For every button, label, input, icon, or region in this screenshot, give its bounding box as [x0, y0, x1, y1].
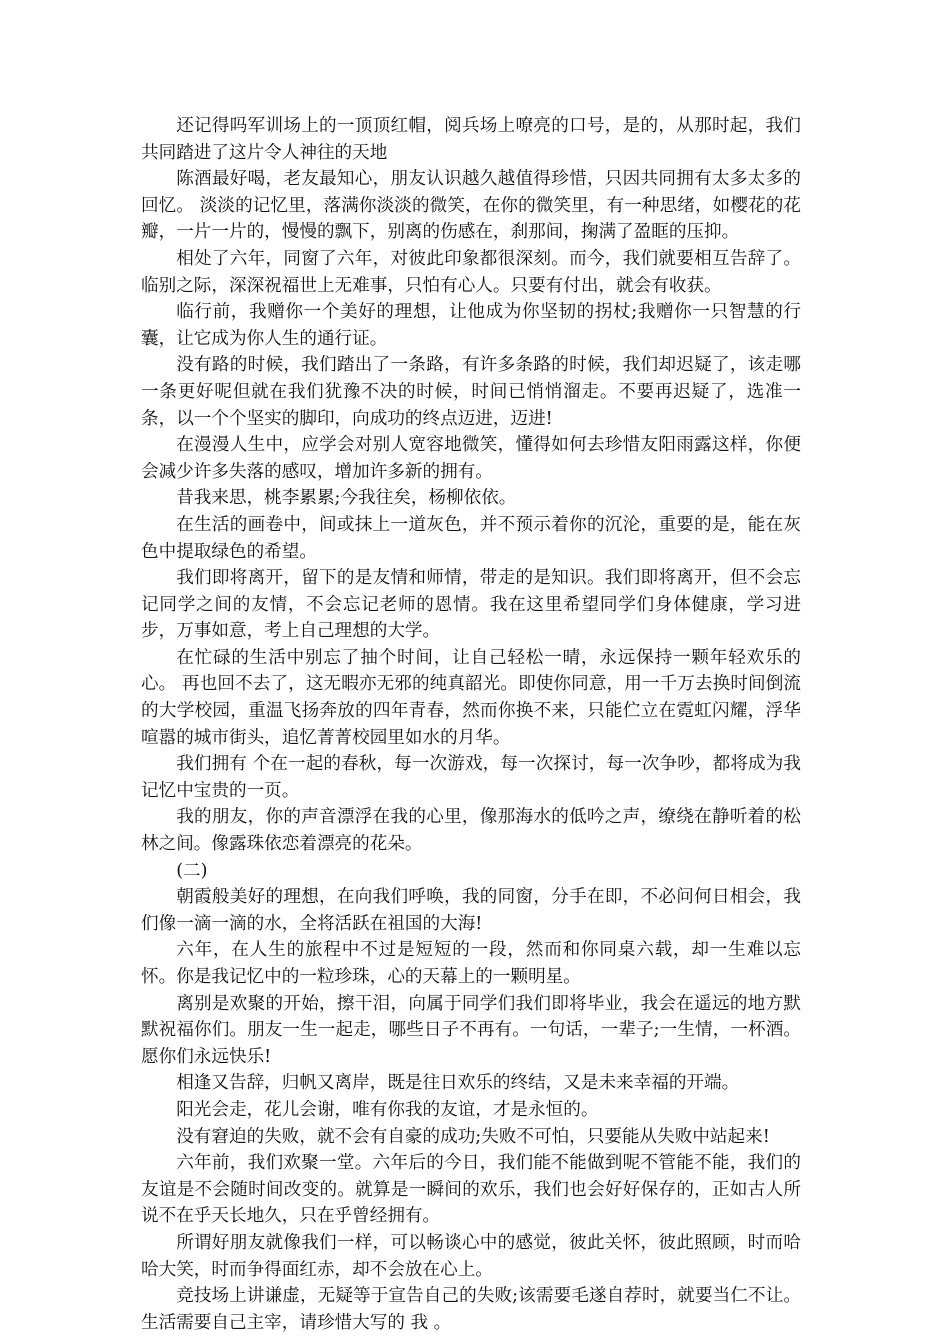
paragraph-2: 陈酒最好喝，老友最知心，朋友认识越久越值得珍惜，只因共同拥有太多太多的回忆。 淡淡的记忆里，落满你淡淡的微笑，在你的微笑里，有一种思绪，如樱花的花瓣，一片一片的，慢慢的飘下，别离的伤感在，刹那间，掬满了盈眶的压抑。	[141, 169, 801, 243]
paragraph-1: 还记得吗军训场上的一顶顶红帽，阅兵场上嘹亮的口号，是的，从那时起，我们共同踏进了这片令人神往的天地	[141, 116, 801, 163]
paragraph-14: 朝霞般美好的理想，在向我们呼唤，我的同窗，分手在即，不必问何日相会，我们像一滴一滴的水，全将活跃在祖国的大海!	[141, 887, 801, 934]
paragraph-20: 六年前，我们欢聚一堂。六年后的今日，我们能不能做到呢不管能不能，我们的友谊是不会随时间改变的。就算是一瞬间的欢乐，我们也会好好保存的，正如古人所说不在乎天长地久，只在乎曾经拥有。	[141, 1153, 801, 1227]
paragraph-22: 竞技场上讲谦虚，无疑等于宣告自己的失败;该需要毛遂自荐时，就要当仁不让。生活需要自己主宰，请珍惜大写的 我 。	[141, 1286, 801, 1333]
paragraph-16: 离别是欢聚的开始，擦干泪，向属于同学们我们即将毕业，我会在遥远的地方默默祝福你们。朋友一生一起走，哪些日子不再有。一句话，一辈子;一生情，一杯酒。愿你们永远快乐!	[141, 993, 801, 1067]
paragraph-12: 我的朋友，你的声音漂浮在我的心里，像那海水的低吟之声，缭绕在静听着的松林之间。像露珠依恋着漂亮的花朵。	[141, 807, 801, 855]
paragraph-4: 临行前，我赠你一个美好的理想，让他成为你坚韧的拐杖;我赠你一只智慧的行囊，让它成为你人生的通行证。	[141, 302, 801, 349]
paragraph-11: 我们拥有 个在一起的春秋，每一次游戏，每一次探讨，每一次争吵，都将成为我记忆中宝贵的一页。	[141, 754, 801, 801]
paragraph-18: 阳光会走，花儿会谢，唯有你我的友谊，才是永恒的。	[176, 1099, 599, 1120]
paragraph-15: 六年，在人生的旅程中不过是短短的一段，然而和你同桌六载，却一生难以忘怀。你是我记忆中的一粒珍珠，心的天幕上的一颗明星。	[141, 940, 801, 987]
paragraph-17: 相逢又告辞，归帆又离岸，既是往日欢乐的终结，又是未来幸福的开端。	[176, 1073, 740, 1094]
paragraph-7: 昔我来思，桃李累累;今我往矣，杨柳依依。	[176, 488, 517, 509]
paragraph-8: 在生活的画卷中，间或抹上一道灰色，并不预示着你的沉沦，重要的是，能在灰色中提取绿色的希望。	[141, 514, 801, 562]
paragraph-9: 我们即将离开，留下的是友情和师情，带走的是知识。我们即将离开，但不会忘记同学之间的友情，不会忘记老师的恩情。我在这里希望同学们身体健康，学习进步，万事如意，考上自己理想的大学。	[141, 568, 801, 642]
paragraph-19: 没有窘迫的失败，就不会有自豪的成功;失败不可怕，只要能从失败中站起来!	[176, 1126, 770, 1147]
paragraph-3: 相处了六年，同窗了六年，对彼此印象都很深刻。而今，我们就要相互告辞了。临别之际，深深祝福世上无难事，只怕有心人。只要有付出，就会有收获。	[141, 248, 801, 296]
section-heading: (二)	[176, 860, 208, 881]
paragraph-10: 在忙碌的生活中别忘了抽个时间，让自己轻松一晴，永远保持一颗年轻欢乐的心。 再也回不去了，这无暇亦无邪的纯真韶光。即使你同意，用一千万去换时间倒流的大学校园，重温飞扬奔放的四年青春，然而你换不来，只能伫立在霓虹闪耀，浮华喧嚣的城市街头，追忆菁菁校园里如水的月华。	[141, 647, 801, 748]
paragraph-21: 所谓好朋友就像我们一样，可以畅谈心中的感觉，彼此关怀，彼此照顾，时而哈哈大笑，时而争得面红赤，却不会放在心上。	[141, 1232, 801, 1280]
paragraph-5: 没有路的时候，我们踏出了一条路，有许多条路的时候，我们却迟疑了，该走哪一条更好呢但就在我们犹豫不决的时候，时间已悄悄溜走。不要再迟疑了，选准一条，以一个个坚实的脚印，向成功的终点迈进，迈进!	[141, 355, 801, 429]
paragraph-6: 在漫漫人生中，应学会对别人宽容地微笑，懂得如何去珍惜友阳雨露这样，你便会减少许多失落的感叹，增加许多新的拥有。	[141, 435, 801, 482]
document-body	[141, 113, 801, 1336]
